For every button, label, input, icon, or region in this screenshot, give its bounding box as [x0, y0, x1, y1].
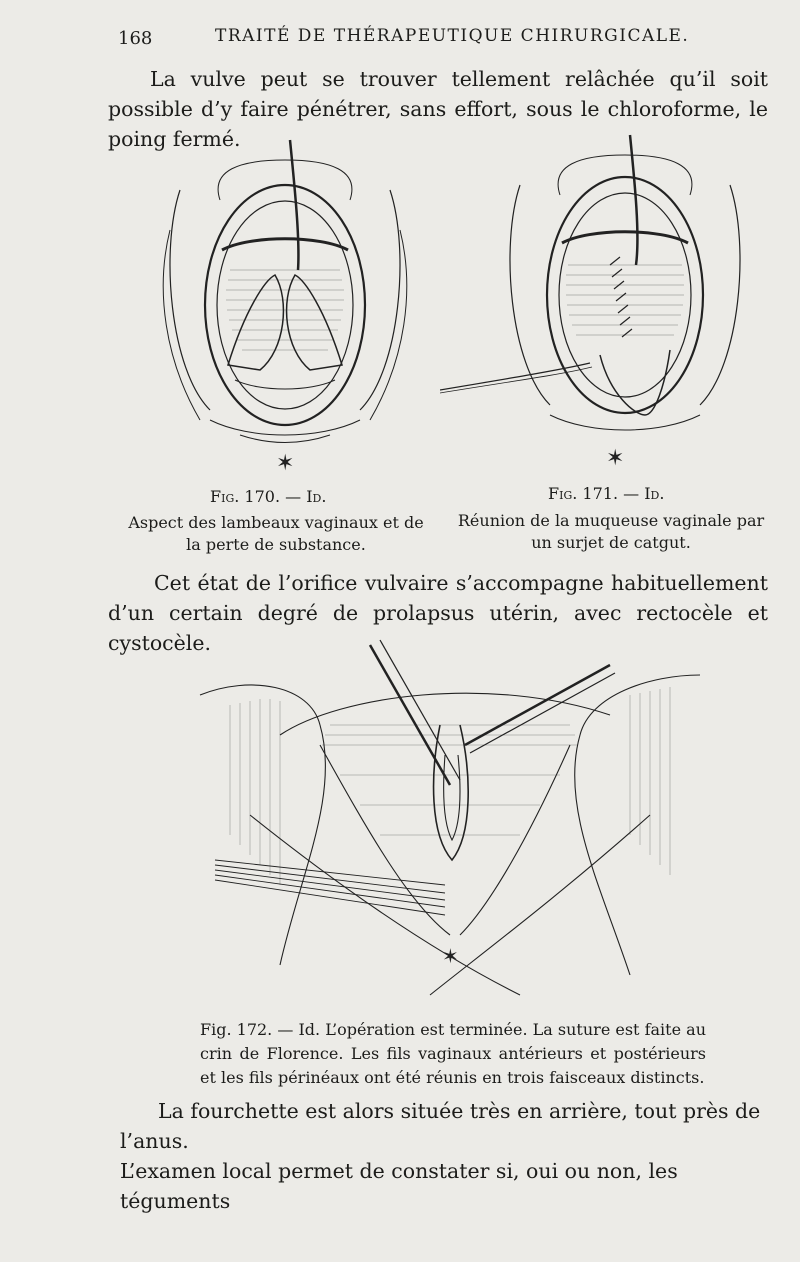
- figure-171-title: Fig. 171. — Id.: [548, 484, 665, 503]
- svg-text:✶: ✶: [276, 451, 295, 476]
- svg-text:✶: ✶: [606, 446, 625, 471]
- figure-171-illustration: [440, 125, 760, 475]
- page-number: 168: [118, 28, 153, 49]
- figure-170-caption-line2: la perte de substance.: [186, 535, 366, 554]
- running-head: TRAITÉ DE THÉRAPEUTIQUE CHIRURGICALE.: [215, 26, 690, 46]
- paragraph-1: La vulve peut se trouver tellement relâchée qu’il soit possible d’y faire pénétrer, sans effort, sous le chloroforme, le poing fermé.: [108, 67, 768, 151]
- figure-170-caption-line1: Aspect des lambeaux vaginaux et de: [128, 513, 424, 532]
- figure-171-caption-line2: un surjet de catgut.: [531, 533, 691, 552]
- paragraph-2: Cet état de l’orifice vulvaire s’accompagne habituellement d’un certain degré de prolapsus utérin, avec rectocèle et cystocèle.: [108, 571, 768, 655]
- paragraph-3-line-1: La fourchette est alors située très en arrière, tout près de l’anus.: [120, 1099, 761, 1153]
- paragraph-3-line-2: L’examen local permet de constater si, oui ou non, les téguments: [120, 1159, 678, 1213]
- figure-172-illustration: [190, 635, 710, 1005]
- figure-170-title: Fig. 170. — Id.: [210, 487, 327, 506]
- figure-171-caption-line1: Réunion de la muqueuse vaginale par: [457, 511, 765, 530]
- figure-172-caption: Fig. 172. — Id. L’opération est terminée. La suture est faite au crin de Florence. Les fils vaginaux antérieurs et postérieurs et les fils périnéaux ont été réunis en trois faisceaux distincts.: [200, 1020, 706, 1087]
- figure-170-illustration: [150, 130, 420, 480]
- paragraph-3: [120, 1096, 780, 1216]
- svg-text:✶: ✶: [442, 944, 459, 968]
